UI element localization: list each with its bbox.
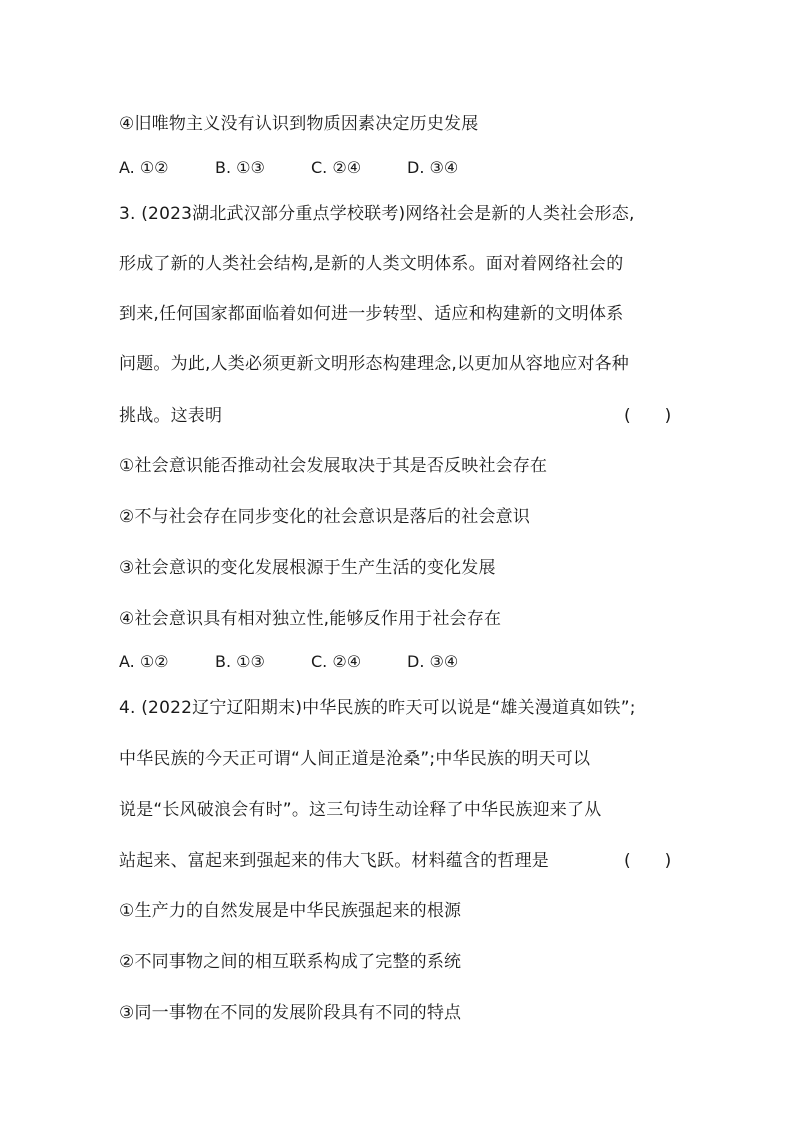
q3-choice-a: A. ①② <box>119 652 169 671</box>
q4-option-3: ③同一事物在不同的发展阶段具有不同的特点 <box>119 1003 462 1023</box>
q2-choice-b: B. ①③ <box>215 158 265 177</box>
q3-option-1: ①社会意识能否推动社会发展取决于其是否反映社会存在 <box>119 456 548 476</box>
q4-stem-line-3: 说是“长风破浪会有时”。这三句诗生动诠释了中华民族迎来了从 <box>119 800 602 820</box>
q4-stem-line-1: 4. (2022辽宁辽阳期末)中华民族的昨天可以说是“雄关漫道真如铁”; <box>119 698 636 718</box>
q2-option-4: ④旧唯物主义没有认识到物质因素决定历史发展 <box>119 114 479 134</box>
q3-answer-paren: ( ) <box>624 406 672 426</box>
q3-option-2: ②不与社会存在同步变化的社会意识是落后的社会意识 <box>119 507 531 527</box>
q2-choice-d: D. ③④ <box>407 158 459 177</box>
q4-stem-line-4: 站起来、富起来到强起来的伟大飞跃。材料蕴含的哲理是 <box>119 851 549 871</box>
q4-stem-line-2: 中华民族的今天正可谓“人间正道是沧桑”;中华民族的明天可以 <box>119 749 591 769</box>
q4-option-2: ②不同事物之间的相互联系构成了完整的系统 <box>119 952 462 972</box>
q3-stem-line-3: 到来,任何国家都面临着如何进一步转型、适应和构建新的文明体系 <box>119 304 624 324</box>
q4-answer-paren: ( ) <box>624 851 672 871</box>
q3-stem-line-4: 问题。为此,人类必须更新文明形态构建理念,以更加从容地应对各种 <box>119 354 630 374</box>
q3-choice-c: C. ②④ <box>311 652 362 671</box>
q3-stem-line-5: 挑战。这表明 <box>119 406 223 426</box>
q3-option-3: ③社会意识的变化发展根源于生产生活的变化发展 <box>119 558 496 578</box>
q2-choice-c: C. ②④ <box>311 158 362 177</box>
q3-choice-d: D. ③④ <box>407 652 459 671</box>
q4-option-1: ①生产力的自然发展是中华民族强起来的根源 <box>119 901 462 921</box>
q3-stem-line-2: 形成了新的人类社会结构,是新的人类文明体系。面对着网络社会的 <box>119 254 624 274</box>
q3-stem-line-1: 3. (2023湖北武汉部分重点学校联考)网络社会是新的人类社会形态, <box>119 204 635 224</box>
q3-choice-b: B. ①③ <box>215 652 265 671</box>
q2-choice-a: A. ①② <box>119 158 169 177</box>
q3-option-4: ④社会意识具有相对独立性,能够反作用于社会存在 <box>119 609 502 629</box>
